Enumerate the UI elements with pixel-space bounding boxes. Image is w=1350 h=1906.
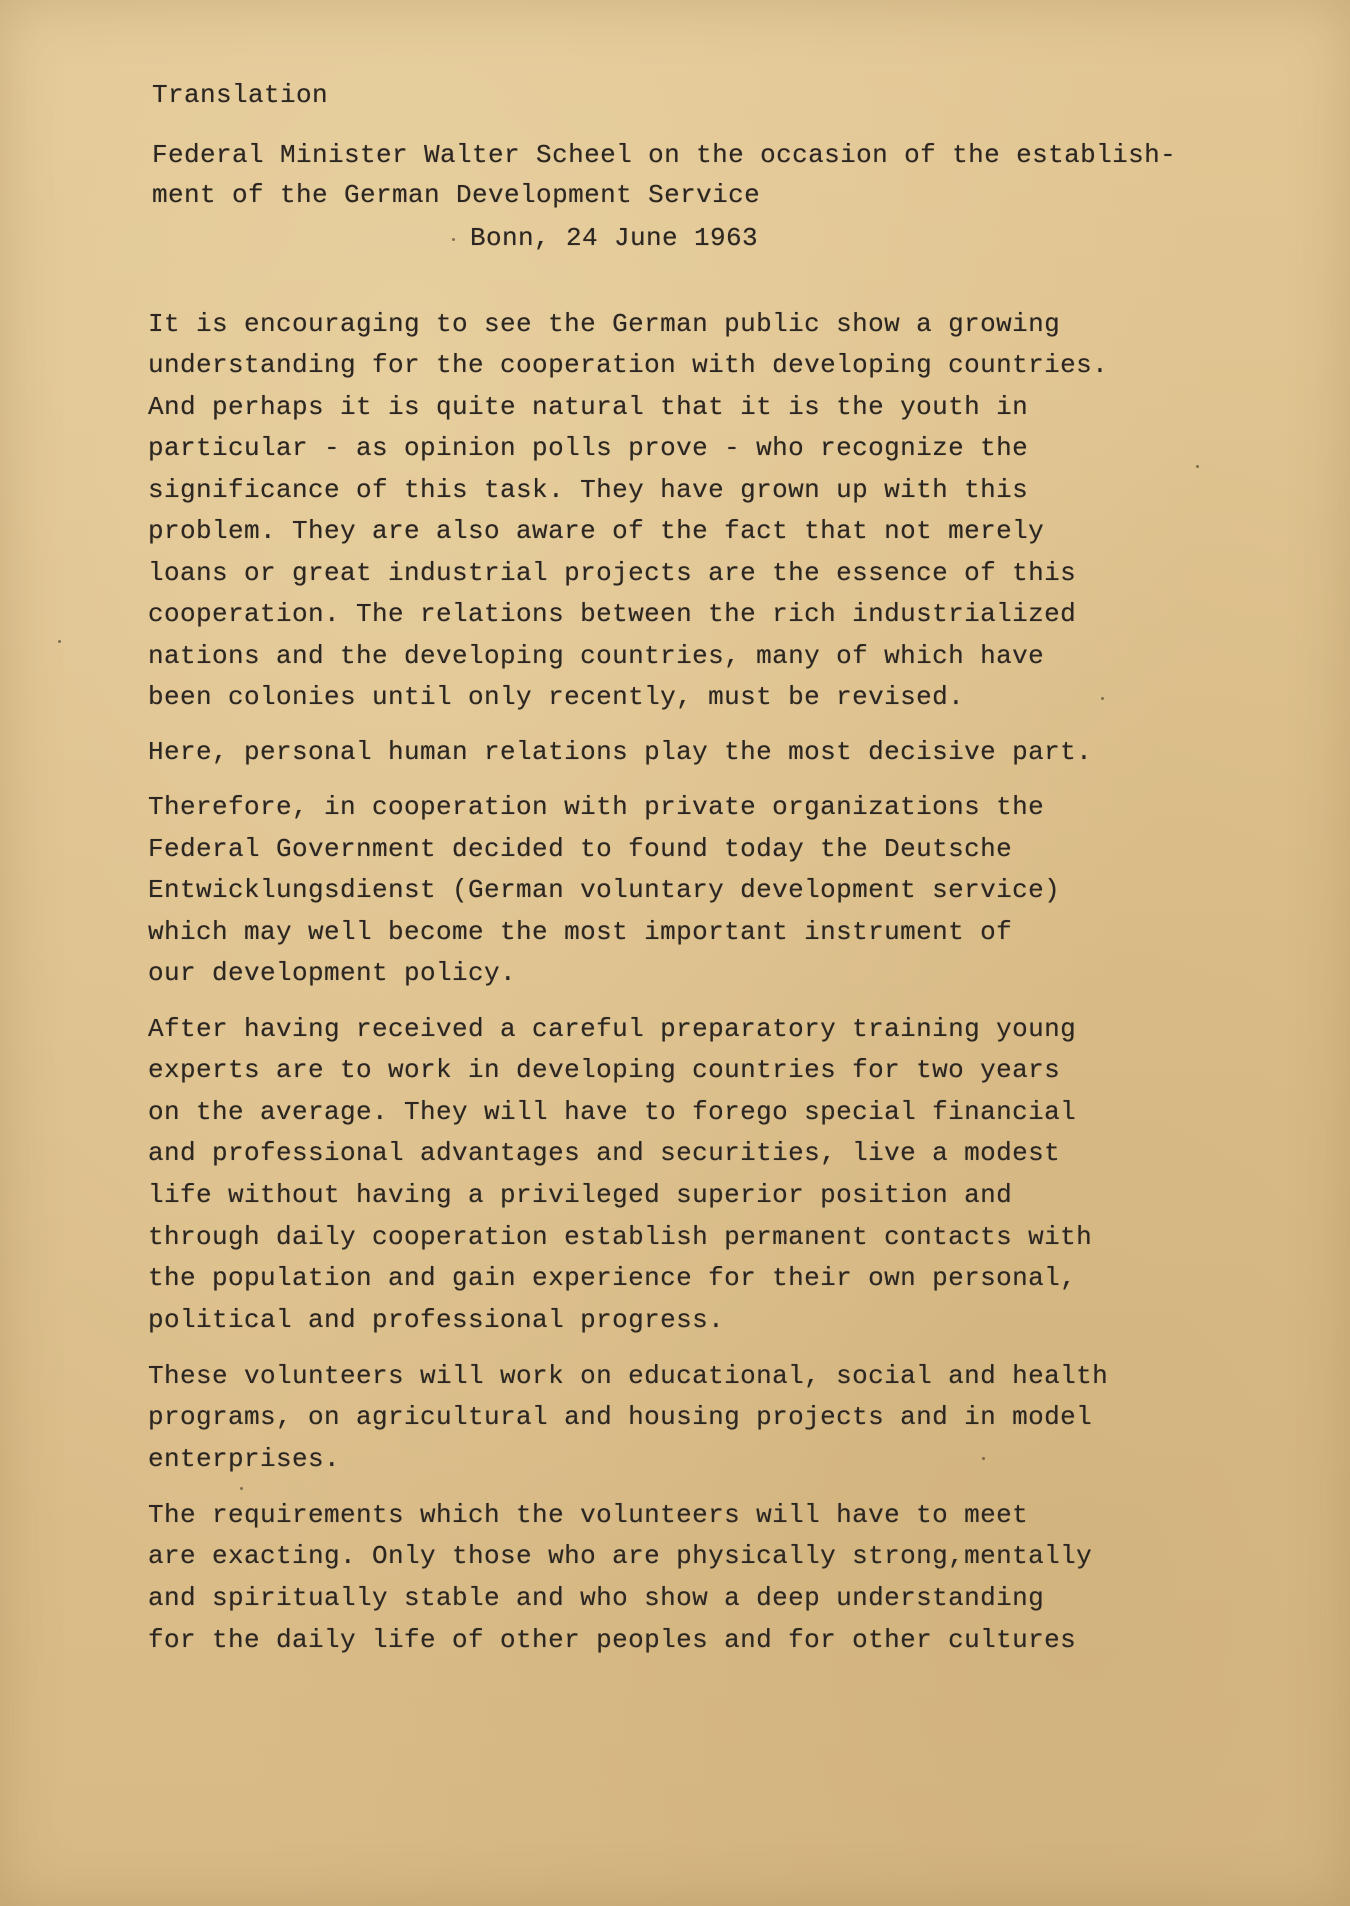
translation-label: Translation — [152, 80, 329, 110]
body-line: the population and gain experience for their own personal, — [148, 1263, 1077, 1293]
body-line: cooperation. The relations between the rich industrialized — [148, 599, 1077, 629]
body-line: The requirements which the volunteers will have to meet — [148, 1500, 1029, 1530]
paper-speck — [1101, 697, 1104, 700]
heading-line-2: ment of the German Development Service — [152, 180, 761, 210]
body-line: And perhaps it is quite natural that it is the youth in — [148, 392, 1029, 422]
body-line: enterprises. — [148, 1444, 341, 1474]
body-line: It is encouraging to see the German public show a growing — [148, 309, 1061, 339]
heading-line-1: Federal Minister Walter Scheel on the occasion of the establish- — [152, 140, 1177, 170]
body-line: our development policy. — [148, 958, 517, 988]
body-line: on the average. They will have to forego special financial — [148, 1097, 1077, 1127]
body-line: These volunteers will work on educational, social and health — [148, 1361, 1109, 1391]
paper-speck — [982, 1457, 985, 1460]
body-line: life without having a privileged superior position and — [148, 1180, 1013, 1210]
date-line: Bonn, 24 June 1963 — [470, 223, 759, 253]
body-line: for the daily life of other peoples and for other cultures — [148, 1625, 1077, 1655]
body-line: experts are to work in developing countries for two years — [148, 1055, 1061, 1085]
body-line: Entwicklungsdienst (German voluntary development service) — [148, 875, 1061, 905]
body-line: After having received a careful preparatory training young — [148, 1014, 1077, 1044]
body-line: through daily cooperation establish permanent contacts with — [148, 1222, 1093, 1252]
body-line: Federal Government decided to found today the Deutsche — [148, 834, 1013, 864]
body-line: loans or great industrial projects are the essence of this — [148, 558, 1077, 588]
body-line: understanding for the cooperation with developing countries. — [148, 350, 1109, 380]
body-line: Here, personal human relations play the most decisive part. — [148, 737, 1093, 767]
body-line: been colonies until only recently, must be revised. — [148, 682, 965, 712]
body-line: significance of this task. They have grown up with this — [148, 475, 1029, 505]
paper-speck — [452, 238, 455, 241]
body-line: problem. They are also aware of the fact that not merely — [148, 516, 1045, 546]
paper-speck — [240, 1487, 243, 1490]
body-line: Therefore, in cooperation with private organizations the — [148, 792, 1045, 822]
paper-speck — [1196, 465, 1199, 468]
body-line: and spiritually stable and who show a deep understanding — [148, 1583, 1045, 1613]
body-line: particular - as opinion polls prove - who recognize the — [148, 433, 1029, 463]
body-line: and professional advantages and securities, live a modest — [148, 1138, 1061, 1168]
body-line: programs, on agricultural and housing projects and in model — [148, 1402, 1093, 1432]
body-line: which may well become the most important instrument of — [148, 917, 1013, 947]
body-line: are exacting. Only those who are physically strong,mentally — [148, 1541, 1093, 1571]
body-line: political and professional progress. — [148, 1305, 725, 1335]
body-line: nations and the developing countries, many of which have — [148, 641, 1045, 671]
paper-speck — [58, 640, 61, 643]
